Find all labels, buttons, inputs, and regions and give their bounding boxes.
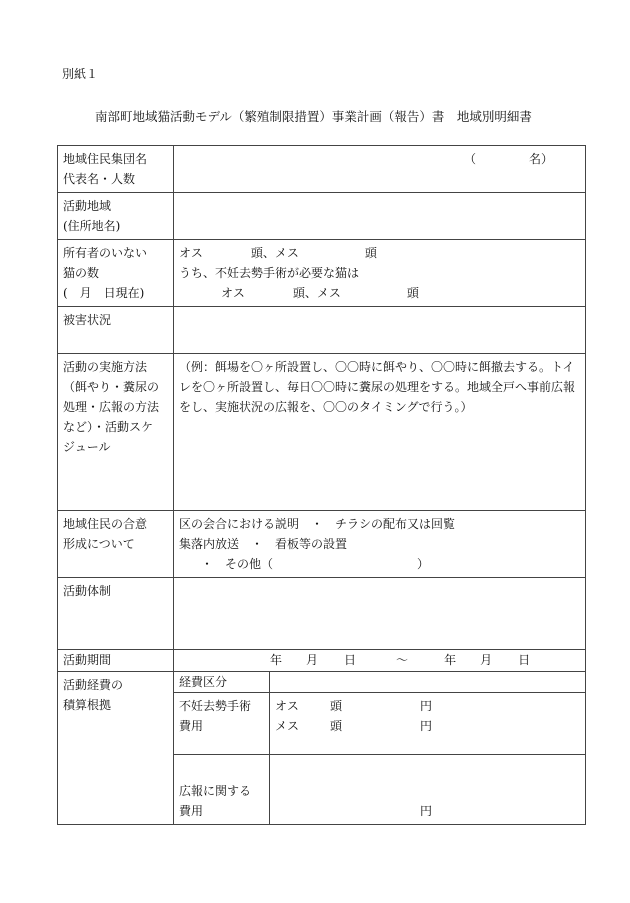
label-damage: 被害状況: [58, 307, 174, 354]
attachment-label: 別紙１: [62, 67, 99, 81]
label-pr-cost: 広報に関する 費用: [174, 755, 270, 825]
page-title: 南部町地域猫活動モデル（繁殖制限措置）事業計画（報告）書 地域別明細書: [95, 109, 532, 124]
paren-open: （: [464, 152, 477, 166]
label-cats: 所有者のいない 猫の数 ( 月 日現在): [58, 240, 174, 307]
field-cats[interactable]: オス 頭、メス 頭 うち、不妊去勢手術が必要な猫は オス 頭、メス 頭: [174, 240, 586, 307]
row-damage: [58, 307, 586, 354]
field-method[interactable]: [174, 354, 586, 511]
label-cost: 活動経費の 積算根拠: [58, 672, 174, 825]
field-surgery-cost[interactable]: オス 頭 円 メス 頭 円: [270, 693, 586, 755]
field-group[interactable]: [174, 146, 586, 193]
cost-value-header: [270, 672, 586, 693]
cost-category-header: 経費区分: [174, 672, 270, 693]
label-method: 活動の実施方法 （餌やり・糞尿の 処理・広報の方法 など）・活動スケ ジュール: [58, 354, 174, 511]
consensus-line-1: 区の会合における説明 ・ チラシの配布又は回覧: [179, 517, 456, 531]
consensus-line-3: ・ その他（ ）: [201, 557, 430, 571]
method-example: （例：餌場を〇ヶ所設置し、〇〇時に餌やり、〇〇時に餌撤去する。トイレを〇ヶ所設置し、毎日〇〇時に糞尿の処理をする。地域全戸へ事前広報をし、実施状況の広報を、〇〇のタイミングで行う。）: [179, 360, 576, 414]
row-cost-header: [58, 672, 586, 693]
label-surgery-cost: 不妊去勢手術 費用: [174, 693, 270, 755]
label-system: 活動体制: [58, 578, 174, 650]
field-system[interactable]: [174, 578, 586, 650]
label-period: 活動期間: [58, 650, 174, 672]
label-area: 活動地域 (住所地名): [58, 193, 174, 240]
field-period[interactable]: 年 月 日 ～ 年 月 日: [174, 650, 586, 672]
field-consensus[interactable]: [174, 511, 586, 578]
row-area: [58, 193, 586, 240]
paren-close: 名）: [529, 152, 554, 166]
row-period: [58, 650, 586, 672]
row-system: [58, 578, 586, 650]
field-damage[interactable]: [174, 307, 586, 354]
row-cats: [58, 240, 586, 307]
field-pr-cost[interactable]: 円: [270, 755, 586, 825]
row-group: [58, 146, 586, 193]
label-group: 地域住民集団名 代表名・人数: [58, 146, 174, 193]
consensus-line-2: 集落内放送 ・ 看板等の設置: [179, 537, 348, 551]
row-consensus: [58, 511, 586, 578]
label-consensus: 地域住民の合意 形成について: [58, 511, 174, 578]
field-area[interactable]: [174, 193, 586, 240]
form-table: [57, 145, 586, 825]
row-method: [58, 354, 586, 511]
